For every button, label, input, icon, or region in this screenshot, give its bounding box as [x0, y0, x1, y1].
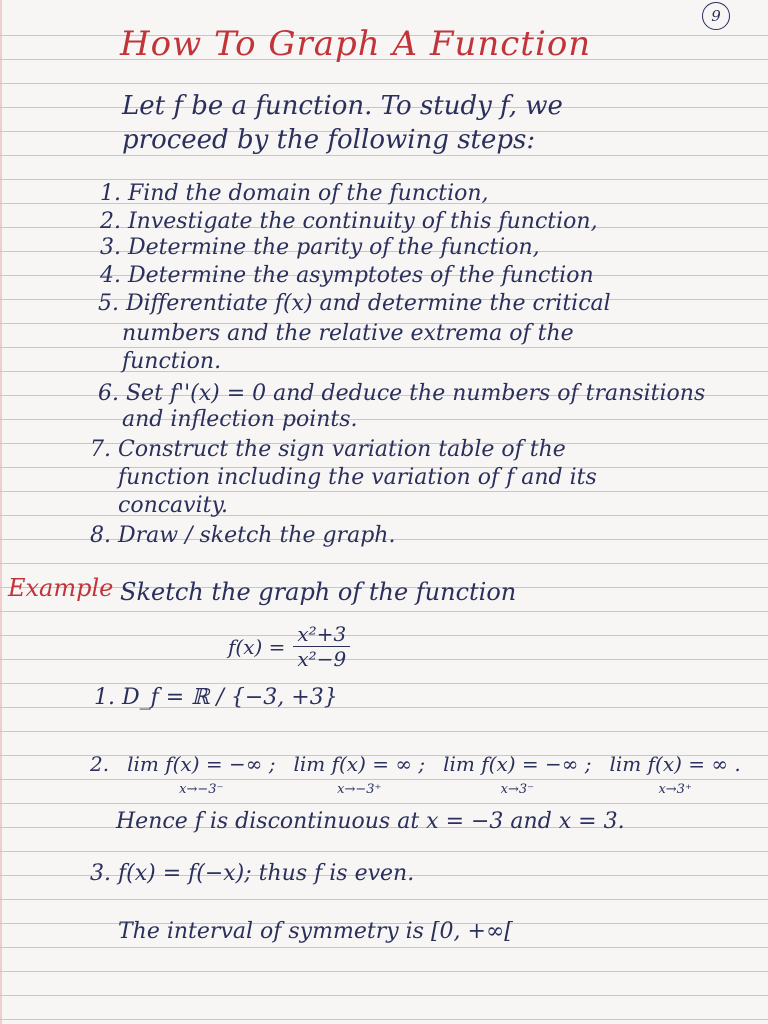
limit-expr: lim f(x) = −∞ ;: [443, 752, 592, 776]
answer-4-symmetry: The interval of symmetry is [0, +∞[: [118, 919, 513, 944]
limit-1: [127, 752, 275, 802]
limit-sub: x→3⁺: [658, 782, 692, 797]
limit-expr: lim f(x) = −∞ ;: [127, 752, 276, 776]
step-5-line-3: function.: [122, 349, 222, 374]
page-title: How To Graph A Function: [120, 24, 592, 64]
limit-3: [443, 752, 591, 802]
step-2: 2. Investigate the continuity of this function,: [100, 209, 598, 234]
limit-sub: x→3⁻: [500, 782, 534, 797]
answer-2-prefix: 2.: [90, 752, 110, 776]
example-text: Sketch the graph of the function: [120, 578, 517, 606]
limit-sub: x→−3⁻: [179, 782, 224, 797]
margin-line: [0, 0, 2, 1024]
fraction: [293, 622, 350, 671]
answer-2-conclusion: Hence f is discontinuous at x = −3 and x = 3.: [116, 809, 625, 834]
step-3: 3. Determine the parity of the function,: [100, 235, 540, 260]
step-4: 4. Determine the asymptotes of the function: [100, 263, 594, 288]
step-5-line-2: numbers and the relative extrema of the: [122, 321, 574, 346]
step-1: 1. Find the domain of the function,: [100, 181, 489, 206]
example-label: Example: [8, 574, 114, 602]
intro-line-1: Let f be a function. To study f, we: [122, 91, 563, 121]
step-6-line-2: and inflection points.: [122, 407, 358, 432]
step-7-line-3: concavity.: [118, 493, 228, 518]
step-8: 8. Draw / sketch the graph.: [90, 523, 396, 548]
limit-expr: lim f(x) = ∞ .: [609, 752, 741, 776]
step-5-line-1: 5. Differentiate f(x) and determine the critical: [98, 291, 611, 316]
step-7-line-2: function including the variation of f and its: [118, 465, 597, 490]
function-definition: [228, 622, 350, 671]
limit-sub: x→−3⁺: [337, 782, 382, 797]
intro-line-2: proceed by the following steps:: [122, 125, 536, 155]
step-7-line-1: 7. Construct the sign variation table of the: [90, 437, 566, 462]
fraction-denominator: x²−9: [297, 647, 347, 671]
limit-2: [293, 752, 425, 802]
answer-1-domain: 1. D_f = ℝ / {−3, +3}: [94, 685, 338, 710]
answer-2-limits: [90, 752, 741, 802]
page-number: 9: [702, 2, 730, 30]
function-lhs: f(x) =: [228, 634, 286, 659]
answer-3-parity: 3. f(x) = f(−x); thus f is even.: [90, 861, 415, 886]
limit-expr: lim f(x) = ∞ ;: [293, 752, 426, 776]
fraction-numerator: x²+3: [293, 622, 350, 647]
step-6-line-1: 6. Set f''(x) = 0 and deduce the numbers of transitions: [98, 381, 706, 406]
limit-4: [610, 752, 741, 802]
